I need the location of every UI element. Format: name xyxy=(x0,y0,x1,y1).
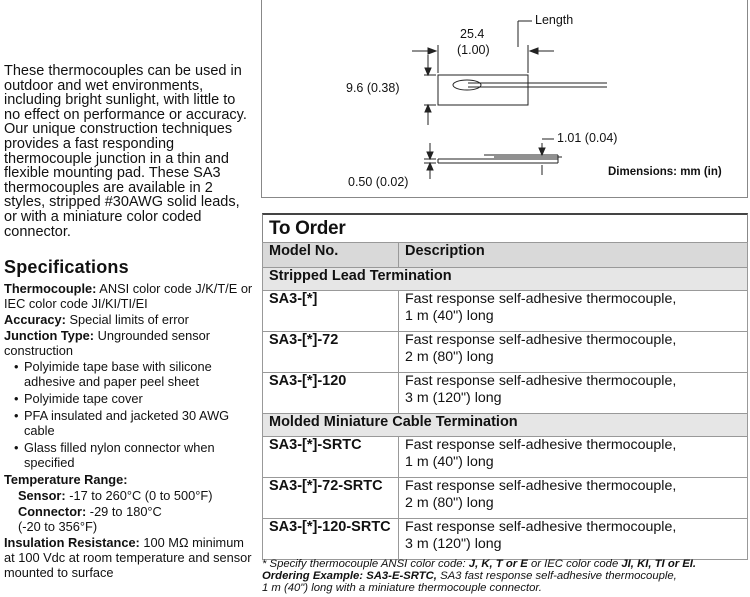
section-row xyxy=(263,268,748,291)
specifications-list xyxy=(4,281,254,581)
specifications-heading: Specifications xyxy=(4,257,129,277)
spec-temperature: Temperature Range: xyxy=(4,472,128,487)
spec-accuracy: Accuracy: Special limits of error xyxy=(4,312,189,327)
table-row xyxy=(263,437,748,478)
pad-top-view xyxy=(438,75,528,105)
spec-insulation: Insulation Resistance: 100 MΩ minimum at 100 Vdc at room temperature and sensor mounted to surface xyxy=(4,535,252,580)
section-stripped-lead: Stripped Lead Termination xyxy=(263,268,748,291)
dim-thickness-top: 1.01 (0.04) xyxy=(557,131,618,145)
description: Fast response self-adhesive thermocouple, 3 m (120") long xyxy=(399,373,748,414)
spec-connector-temp-f: (-20 to 356°F) xyxy=(18,519,98,534)
to-order-title: To Order xyxy=(269,218,346,239)
footnote-example-cont: 1 m (40") long with a miniature thermocouple connector. xyxy=(262,582,542,594)
model-number: SA3-[*]-72 xyxy=(263,332,399,373)
footnote-specify: * Specify thermocouple ANSI color code: J, K, T or E or IEC color code JI, KI, TI or EI. xyxy=(262,558,697,570)
spec-sensor-temp: Sensor: -17 to 260°C (0 to 500°F) xyxy=(18,488,213,503)
footnote xyxy=(262,558,748,594)
dim-length-in: (1.00) xyxy=(457,43,490,57)
table-row xyxy=(263,332,748,373)
dim-length-mm: 25.4 xyxy=(460,27,485,41)
column-header-model: Model No. xyxy=(263,243,399,268)
intro-paragraph: These thermocouples can be used in outdoor and wet environments, including bright sunlight, with little to no effect on performance or accuracy. Our unique construction techniques provides a fast responding thermocouple junction in a thin and flexible mounting pad. These SA3 thermocouples are available in 2 styles, stripped #30AWG solid leads, or with a miniature color coded connector. xyxy=(4,63,247,240)
column-header-description: Description xyxy=(399,243,748,268)
to-order-header xyxy=(262,213,748,242)
order-table xyxy=(262,242,748,560)
model-number: SA3-[*]-120-SRTC xyxy=(263,519,399,560)
junction-loop xyxy=(453,80,481,90)
footnote-example: Ordering Example: SA3-E-SRTC, SA3 fast response self-adhesive thermocouple, xyxy=(262,570,677,582)
section-molded-cable: Molded Miniature Cable Termination xyxy=(263,414,748,437)
dim-height: 9.6 (0.38) xyxy=(346,81,400,95)
dim-thickness-bottom: 0.50 (0.02) xyxy=(348,175,409,189)
model-number: SA3-[*]-120 xyxy=(263,373,399,414)
length-label: Length xyxy=(535,13,574,27)
dimensions-diagram xyxy=(261,0,748,198)
model-number: SA3-[*]-72-SRTC xyxy=(263,478,399,519)
description: Fast response self-adhesive thermocouple, 2 m (80") long xyxy=(399,478,748,519)
description: Fast response self-adhesive thermocouple, 2 m (80") long xyxy=(399,332,748,373)
section-row xyxy=(263,414,748,437)
table-row xyxy=(263,373,748,414)
spec-connector-temp: Connector: -29 to 180°C xyxy=(18,504,162,519)
list-item: • Glass filled nylon connector when specified xyxy=(14,440,254,470)
units-note: Dimensions: mm (in) xyxy=(608,166,722,178)
model-number: SA3-[*] xyxy=(263,291,399,332)
list-item: • PFA insulated and jacketed 30 AWG cable xyxy=(14,408,254,438)
table-row xyxy=(263,291,748,332)
model-number: SA3-[*]-SRTC xyxy=(263,437,399,478)
table-row xyxy=(263,519,748,560)
junction-items xyxy=(4,359,254,470)
table-row xyxy=(263,478,748,519)
description: Fast response self-adhesive thermocouple, 1 m (40") long xyxy=(399,291,748,332)
list-item: • Polyimide tape cover xyxy=(14,391,254,406)
list-item: • Polyimide tape base with silicone adhesive and paper peel sheet xyxy=(14,359,254,389)
description: Fast response self-adhesive thermocouple, 1 m (40") long xyxy=(399,437,748,478)
table-header-row xyxy=(263,243,748,268)
spec-junction: Junction Type: Ungrounded sensor construction xyxy=(4,328,211,358)
spec-thermocouple: Thermocouple: ANSI color code J/K/T/E or IEC color code JI/KI/TI/EI xyxy=(4,281,253,311)
description: Fast response self-adhesive thermocouple, 3 m (120") long xyxy=(399,519,748,560)
